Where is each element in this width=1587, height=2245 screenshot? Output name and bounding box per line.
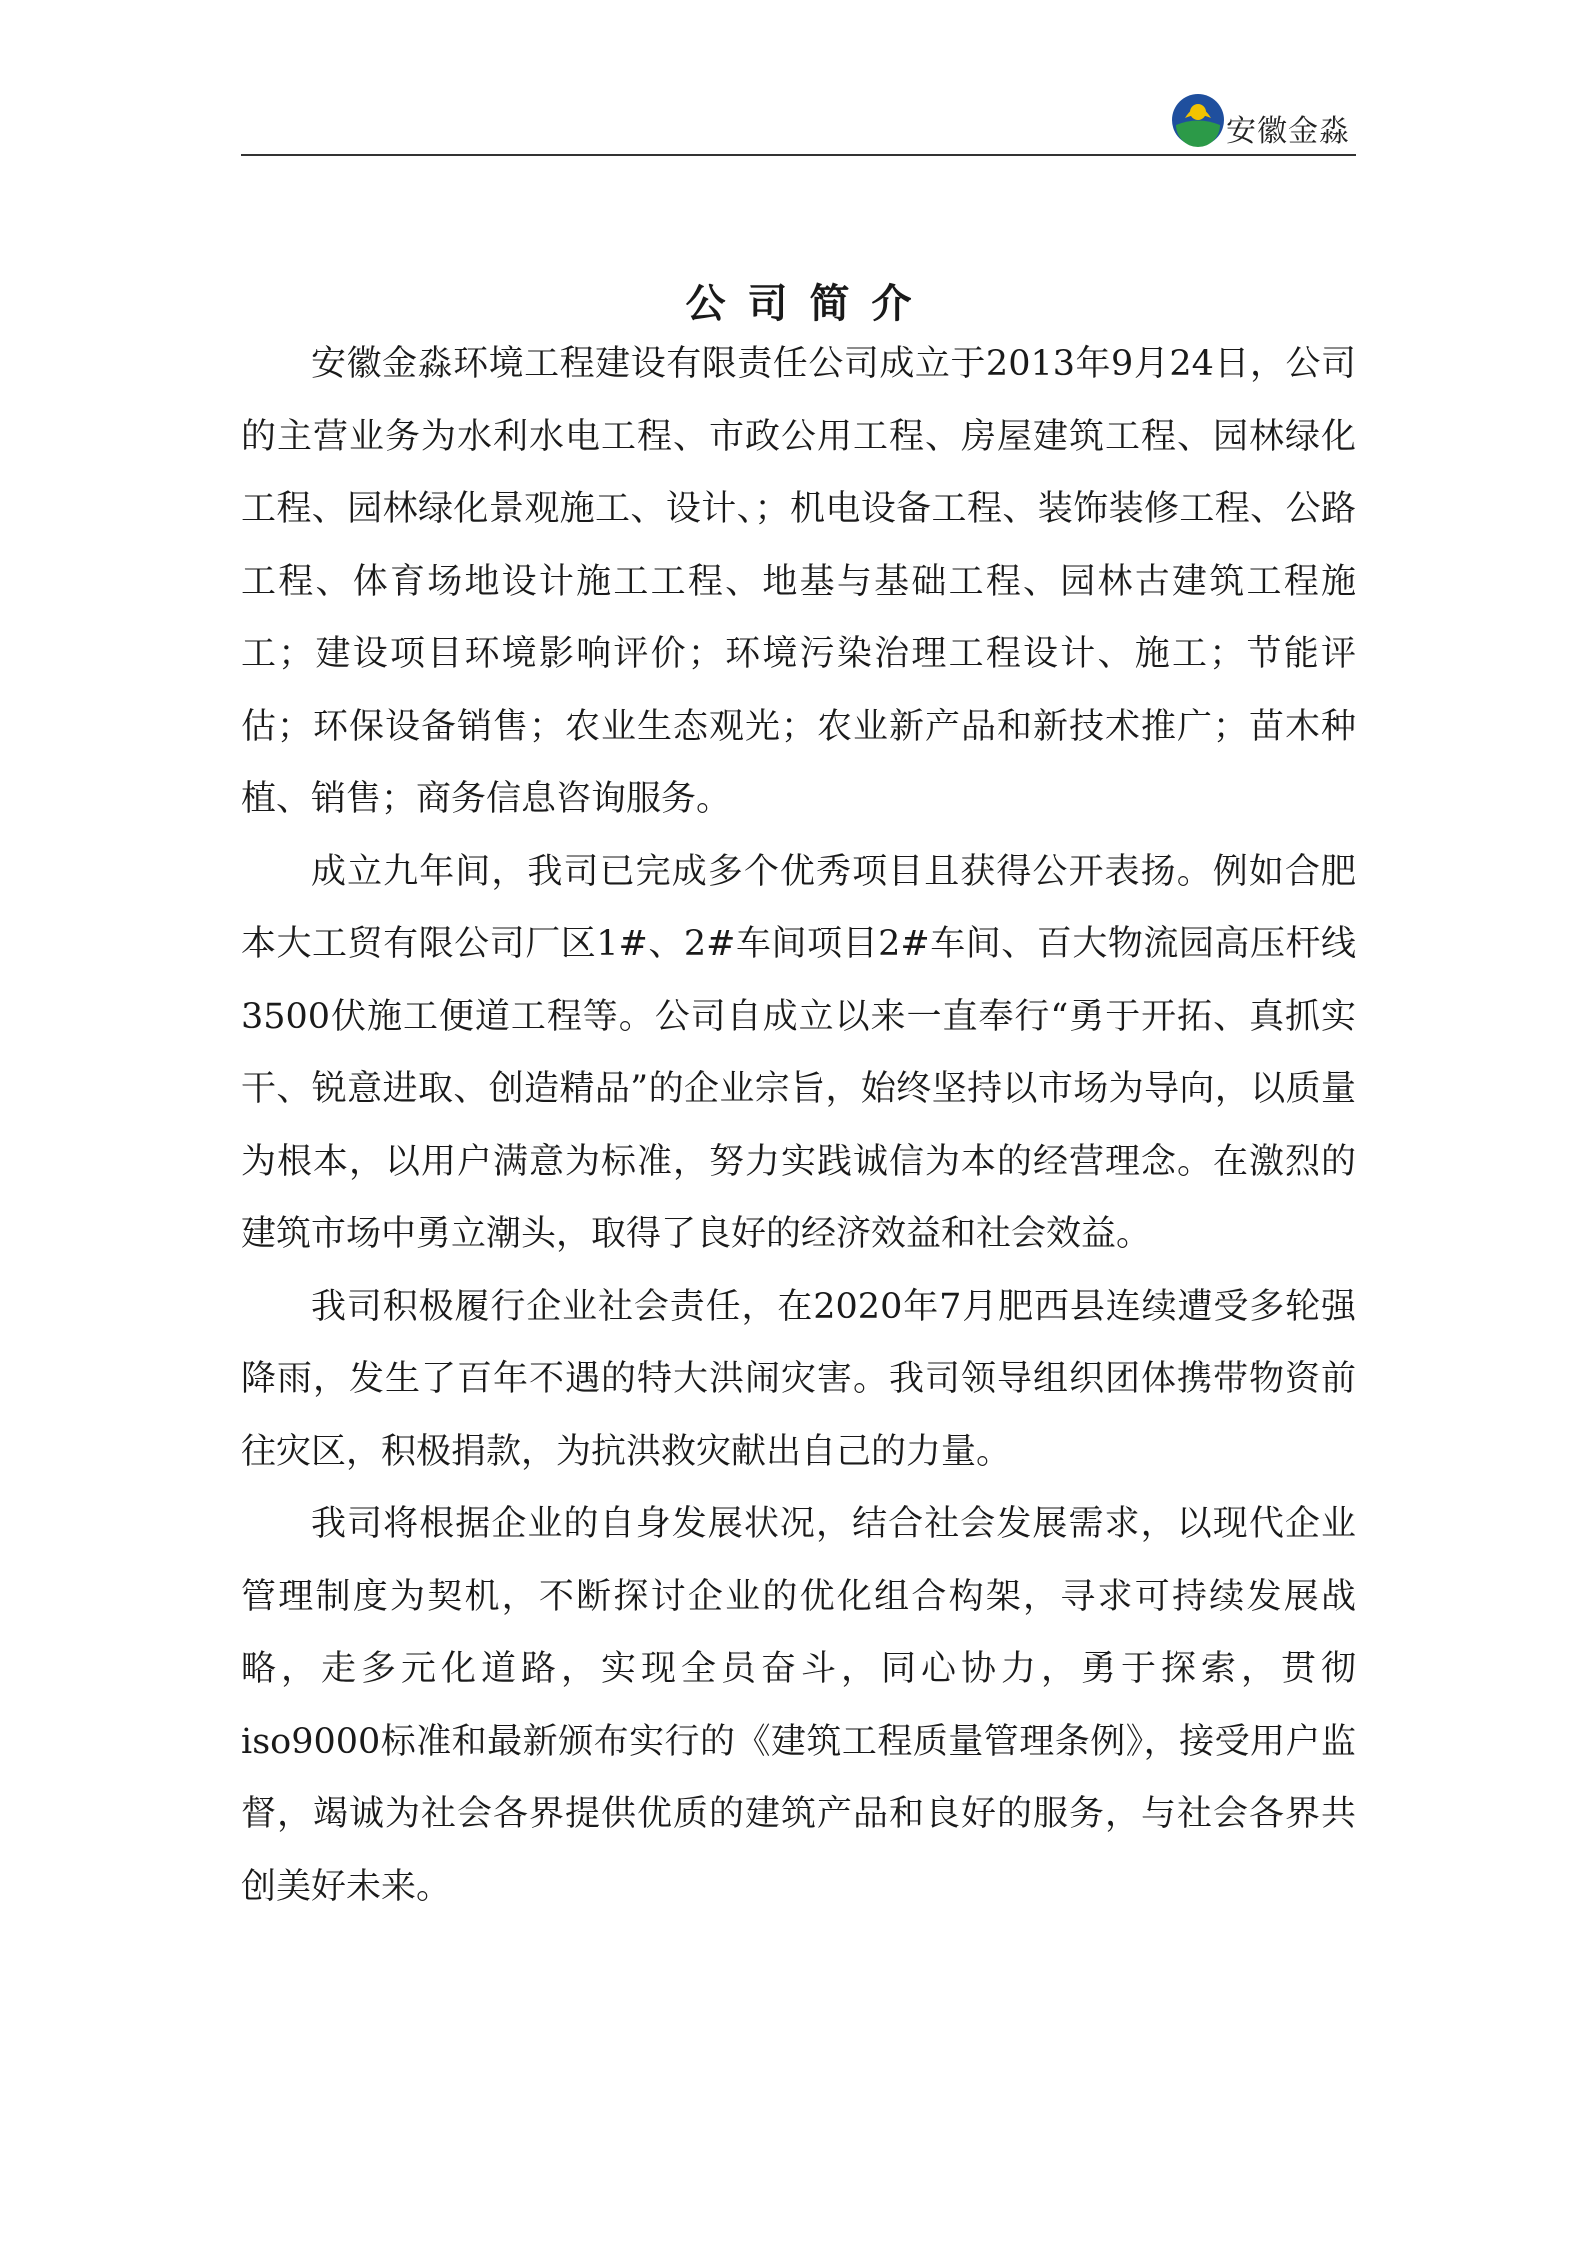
paragraph-achievements: 成立九年间，我司已完成多个优秀项目且获得公开表扬。例如合肥本大工贸有限公司厂区1#、2#车间项目2#车间、百大物流园高压杆线3500伏施工便道工程等。公司自成立以来一直奉行“勇于开拓、真抓实干、锐意进取、创造精品”的企业宗旨，始终坚持以市场为导向，以质量为根本，以用户满意为标准，努力实践诚信为本的经营理念。在激烈的建筑市场中勇立潮头，取得了良好的经济效益和社会效益。 <box>241 851 1356 1254</box>
paragraph-social-responsibility: 我司积极履行企业社会责任，在2020年7月肥西县连续遭受多轮强降雨，发生了百年不遇的特大洪闹灾害。我司领导组织团体携带物资前往灾区，积极捐款，为抗洪救灾献出自己的力量。 <box>241 1286 1356 1472</box>
document-body <box>241 328 1356 1923</box>
page-header <box>241 88 1356 156</box>
page-title: 公司简介 <box>685 280 934 327</box>
company-logo-icon <box>1170 92 1226 148</box>
brand-name: 安徽金淼 <box>1226 114 1350 149</box>
paragraph-intro: 安徽金淼环境工程建设有限责任公司成立于2013年9月24日，公司的主营业务为水利水电工程、市政公用工程、房屋建筑工程、园林绿化工程、园林绿化景观施工、设计、；机电设备工程、装饰装修工程、公路工程、体育场地设计施工工程、地基与基础工程、园林古建筑工程施工；建设项目环境影响评价；环境污染治理工程设计、施工；节能评估；环保设备销售；农业生态观光；农业新产品和新技术推广；苗木种植、销售；商务信息咨询服务。 <box>241 344 1356 819</box>
paragraph-future: 我司将根据企业的自身发展状况，结合社会发展需求，以现代企业管理制度为契机，不断探讨企业的优化组合构架，寻求可持续发展战略，走多元化道路，实现全员奋斗，同心协力，勇于探索，贯彻iso9000标准和最新颁布实行的《建筑工程质量管理条例》，接受用户监督，竭诚为社会各界提供优质的建筑产品和良好的服务，与社会各界共创美好未来。 <box>241 1504 1356 1907</box>
